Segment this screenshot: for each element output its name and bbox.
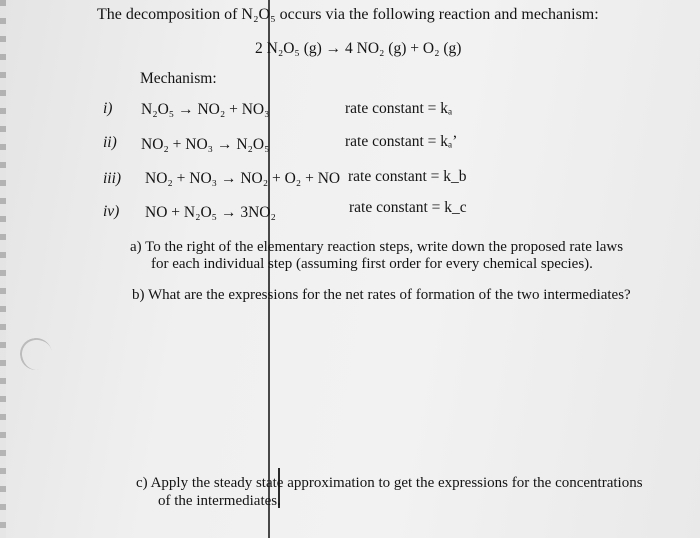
question-c-line-1: c) Apply the steady state approximation to get the expressions for the concentrations (136, 475, 643, 491)
step-4-rate: rate constant = k_c (349, 199, 467, 216)
question-b: b) What are the expressions for the net rates of formation of the two intermediates? (132, 287, 631, 303)
step-2-number: ii) (103, 134, 117, 151)
step-2-equation: NO₂ + NO₃ → N₂O₅ (141, 136, 270, 153)
step-2-rate: rate constant = kₐ’ (345, 133, 458, 150)
overall-reaction: 2 N₂O₅ (g) → 4 NO₂ (g) + O₂ (g) (255, 40, 462, 57)
question-a-line-2: for each individual step (assuming first order for every chemical species). (151, 256, 593, 272)
step-4-number: iv) (103, 203, 120, 220)
step-3-number: iii) (103, 170, 122, 187)
step-3-rate: rate constant = k_b (348, 168, 467, 185)
question-a-line-1: a) To the right of the elementary reaction steps, write down the proposed rate laws (130, 239, 624, 255)
step-4-equation: NO + N₂O₅ → 3NO₂ (145, 204, 276, 221)
intro-text: The decomposition of N₂O₅ occurs via the following reaction and mechanism: (97, 6, 599, 23)
step-1-rate: rate constant = kₐ (345, 100, 453, 117)
binder-edge (0, 0, 6, 538)
step-1-number: i) (103, 100, 113, 117)
question-c-line-2: of the intermediates. (158, 493, 281, 509)
mechanism-label: Mechanism: (140, 70, 217, 87)
step-3-equation: NO₂ + NO₃ → NO₂ + O₂ + NO (145, 170, 341, 187)
step-1-equation: N₂O₅ → NO₂ + NO₃ (141, 101, 270, 118)
